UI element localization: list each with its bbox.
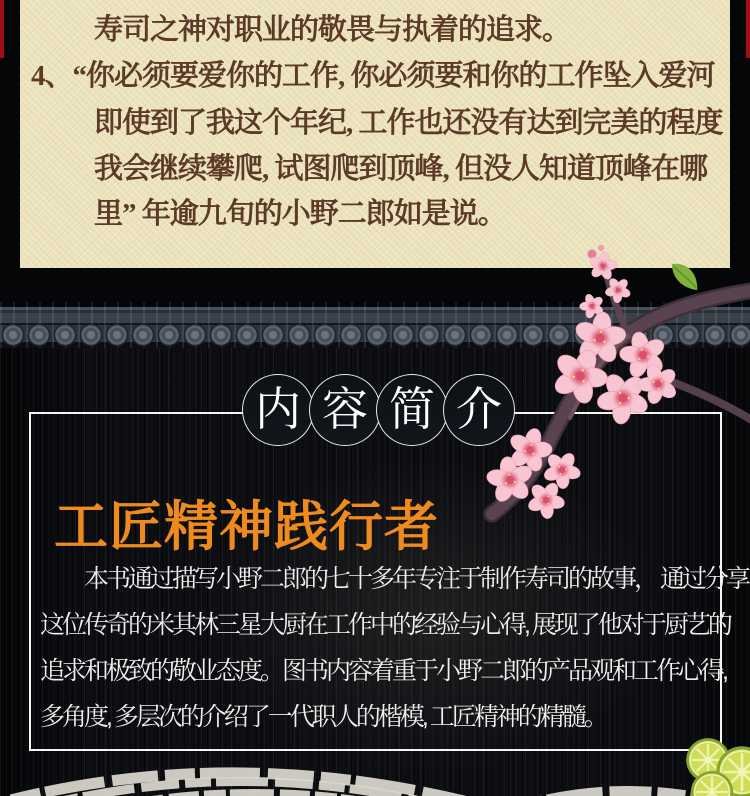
red-accent-left [0,0,4,58]
wave-svg [0,752,750,796]
section-heading: 工匠精神践行者 [54,497,439,557]
quote-line: 我会继续攀爬, 试图爬到顶峰, 但没人知道顶峰在哪 [94,153,708,185]
title-char: 简 [389,384,435,435]
title-circle [242,374,314,446]
leaf-shape [667,262,704,291]
wave-brushstroke-pattern [0,752,750,796]
lime-slices-illustration [650,728,750,796]
paragraph-line: 本书通过描写小野二郎的七十多年专注于制作寿司的故事， 通过分享 [84,565,748,593]
red-accent-right [746,0,750,58]
lime-svg [650,728,750,796]
intro-paragraph [40,556,748,740]
plum-blossom-svg [440,238,750,523]
title-char: 容 [322,384,368,435]
quote-line: 即使到了我这个年纪, 工作也还没有达到完美的程度 [94,107,723,139]
paragraph-line: 多角度, 多层次的介绍了一代职人的楷模, 工匠精神的精髓。 [40,703,606,731]
quote-line: 寿司之神对职业的敬畏与执着的追求。 [94,14,571,46]
title-char: 内 [255,384,301,435]
paragraph-line: 追求和极致的敬业态度。图书内容着重于小野二郎的产品观和工作心得, [40,657,726,685]
title-char: 介 [456,384,502,435]
quote-line: 4、“你必须要爱你的工作, 你必须要和你的工作坠入爱河 [31,60,715,92]
paragraph-line: 这位传奇的米其林三星大厨在工作中的经验与心得, 展现了他对于厨艺的 [40,611,730,639]
title-circle [309,374,381,446]
plum-blossom-branch-illustration [440,238,750,523]
title-circle [376,374,448,446]
quote-panel [20,0,730,268]
quote-line: 里” 年逾九旬的小野二郎如是说。 [94,198,506,230]
